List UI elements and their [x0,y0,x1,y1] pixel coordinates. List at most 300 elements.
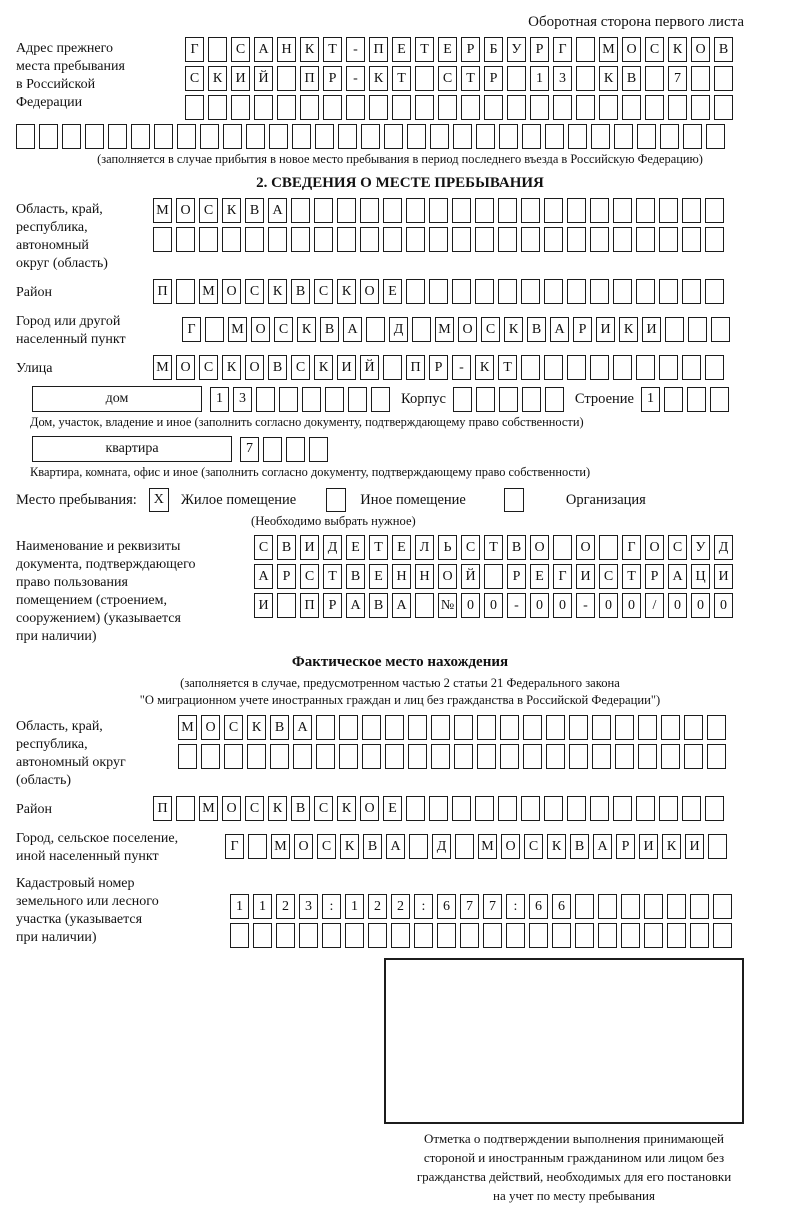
char-cell [247,744,266,769]
char-cell [498,227,517,252]
char-cell: В [363,834,382,859]
char-cell [636,279,655,304]
char-cell [362,744,381,769]
char-cell [360,198,379,223]
char-cell [690,923,709,948]
char-cell [545,124,564,149]
char-cell: П [300,593,319,618]
char-cell: С [524,834,543,859]
char-cell [598,894,617,919]
char-cell: Д [714,535,733,560]
char-cell [345,923,364,948]
actual-city-block [16,827,784,866]
char-cell [500,744,519,769]
char-cell: О [222,796,241,821]
char-cell [705,355,724,380]
char-cell: 0 [553,593,572,618]
char-cell: К [369,66,388,91]
char-cell [682,796,701,821]
label-line: земельного или лесного [16,894,159,909]
char-cell: П [406,355,425,380]
char-cell: Т [415,37,434,62]
char-cell: 2 [368,894,387,919]
char-cell: Е [392,535,411,560]
char-cell: В [277,535,296,560]
char-cell: Е [346,535,365,560]
char-cell: Е [383,796,402,821]
char-cell: С [599,564,618,589]
char-cell [199,227,218,252]
char-cell [429,227,448,252]
char-cell [39,124,58,149]
char-cell: К [300,37,319,62]
char-cell: № [438,593,457,618]
char-cell [406,227,425,252]
char-cell: О [622,37,641,62]
checkbox-inoe-pomeshchenie [326,488,346,512]
stay-type-row [16,488,784,512]
char-cell [337,198,356,223]
char-cell [665,317,684,342]
char-cell: И [337,355,356,380]
label-line: при наличии) [16,930,97,945]
section2-region-rows [153,198,728,252]
section2-city-label [16,310,182,349]
char-cell [661,715,680,740]
char-cell: 1 [210,387,229,412]
char-cell [455,834,474,859]
option-label-inoe: Иное помещение [360,491,466,508]
char-cell: 7 [460,894,479,919]
option-label-zhiloe: Жилое помещение [180,491,297,508]
char-cell: М [178,715,197,740]
char-cell [688,317,707,342]
char-cell [713,923,732,948]
char-cell [339,744,358,769]
char-cell [546,715,565,740]
char-cell [452,227,471,252]
char-cell [613,796,632,821]
section2-city-row [182,317,734,342]
char-cell: К [599,66,618,91]
char-cell [636,227,655,252]
char-cell: С [254,535,273,560]
char-cell [521,279,540,304]
char-cell [590,198,609,223]
char-cell: Т [498,355,517,380]
char-cell [591,124,610,149]
char-cell: Р [573,317,592,342]
label-line: республика, [16,220,88,235]
char-cell: С [274,317,293,342]
actual-region-row-1 [178,715,730,740]
char-cell: П [153,279,172,304]
char-cell: 2 [391,894,410,919]
char-cell: - [346,37,365,62]
char-cell [613,198,632,223]
char-cell: Е [530,564,549,589]
char-cell [521,355,540,380]
char-cell [705,198,724,223]
label-line: округ (область) [16,256,108,271]
char-cell [201,744,220,769]
char-cell [660,124,679,149]
char-cell [498,279,517,304]
char-cell [176,796,195,821]
prev-address-row-1 [185,37,737,62]
char-cell: А [668,564,687,589]
section2-street-label: Улица [16,361,53,376]
char-cell: М [228,317,247,342]
char-cell: К [337,796,356,821]
char-cell: Й [461,564,480,589]
char-cell: Б [484,37,503,62]
label-line: Наименование и реквизиты [16,539,181,554]
char-cell [523,715,542,740]
document-row-1 [254,535,737,560]
char-cell [498,796,517,821]
apartment-row [16,436,784,462]
char-cell: П [153,796,172,821]
char-cell: К [208,66,227,91]
char-cell: О [294,834,313,859]
char-cell [691,66,710,91]
char-cell: Р [530,37,549,62]
char-cell [475,279,494,304]
char-cell: 2 [276,894,295,919]
char-cell: О [176,355,195,380]
char-cell: А [293,715,312,740]
char-cell [254,95,273,120]
char-cell: Е [369,564,388,589]
char-cell [476,124,495,149]
char-cell [475,198,494,223]
char-cell [599,535,618,560]
char-cell: В [507,535,526,560]
char-cell: Т [622,564,641,589]
cadastre-rows [230,872,736,948]
char-cell [590,279,609,304]
char-cell [544,198,563,223]
actual-location-subtitle [16,675,784,709]
char-cell [431,715,450,740]
char-cell: 7 [668,66,687,91]
char-cell [315,124,334,149]
char-cell [477,744,496,769]
char-cell: - [507,593,526,618]
char-cell: И [300,535,319,560]
char-cell [530,95,549,120]
char-cell [409,834,428,859]
subtitle-line: (заполняется в случае, предусмотренном частью 2 статьи 21 Федерального закона [180,676,620,690]
char-cell [431,744,450,769]
char-cell [691,95,710,120]
char-cell: Г [622,535,641,560]
char-cell: 3 [233,387,252,412]
char-cell [568,124,587,149]
char-cell: В [270,715,289,740]
char-cell: О [201,715,220,740]
char-cell: С [291,355,310,380]
char-cell [338,124,357,149]
label-line: сооружением) (указывается [16,611,181,626]
char-cell [644,894,663,919]
char-cell [291,227,310,252]
char-cell: И [639,834,658,859]
char-cell: В [268,355,287,380]
char-cell [406,796,425,821]
char-cell [705,227,724,252]
char-cell [621,894,640,919]
section2-region-row-2 [153,227,728,252]
char-cell [279,387,298,412]
char-cell [592,744,611,769]
char-cell [521,796,540,821]
char-cell: - [452,355,471,380]
char-cell: К [547,834,566,859]
char-cell [713,894,732,919]
char-cell: И [576,564,595,589]
char-cell: 1 [530,66,549,91]
char-cell: Д [432,834,451,859]
house-row [16,386,784,412]
char-cell: М [199,279,218,304]
char-cell: Г [225,834,244,859]
section2-district-label: Район [16,285,52,300]
house-footnote: Дом, участок, владение и иное (заполнить согласно документу, подтверждающему право собственности) [30,415,584,429]
char-cell [521,227,540,252]
char-cell: В [622,66,641,91]
char-cell [154,124,173,149]
char-cell: К [314,355,333,380]
char-cell: В [369,593,388,618]
char-cell [314,198,333,223]
char-cell: В [320,317,339,342]
char-cell [368,923,387,948]
apartment-box: квартира [32,436,232,462]
char-cell: 0 [622,593,641,618]
document-row-3 [254,593,737,618]
section2-title: 2. СВЕДЕНИЯ О МЕСТЕ ПРЕБЫВАНИЯ [256,175,544,191]
char-cell [476,387,495,412]
section2-region-label [16,198,153,273]
char-cell [268,227,287,252]
char-cell: М [435,317,454,342]
label-line: (область) [16,773,72,788]
char-cell [461,95,480,120]
char-cell: К [297,317,316,342]
char-cell [391,923,410,948]
char-cell [383,227,402,252]
char-cell [208,95,227,120]
label-line: населенный пункт [16,332,126,347]
char-cell [521,198,540,223]
char-cell: А [550,317,569,342]
stroenie-cells [641,387,733,412]
char-cell: С [481,317,500,342]
char-cell: М [478,834,497,859]
char-cell: 3 [553,66,572,91]
char-cell [366,317,385,342]
char-cell [638,744,657,769]
label-line: право пользования [16,575,128,590]
char-cell: Ь [438,535,457,560]
actual-region-block [16,715,784,790]
prev-address-row-3 [185,95,737,120]
char-cell [429,796,448,821]
char-cell [452,198,471,223]
char-cell: И [714,564,733,589]
char-cell: М [153,355,172,380]
actual-district-block [16,796,784,821]
char-cell [575,923,594,948]
char-cell: 7 [240,437,259,462]
char-cell [299,923,318,948]
actual-region-rows [178,715,730,769]
subtitle-line: "О миграционном учете иностранных граждан и лиц без гражданства в Российской Федерации") [139,693,661,707]
char-cell [590,227,609,252]
char-cell: А [254,564,273,589]
char-cell: К [619,317,638,342]
char-cell: К [668,37,687,62]
char-cell [256,387,275,412]
char-cell: 0 [691,593,710,618]
char-cell [659,355,678,380]
char-cell: Р [461,37,480,62]
char-cell: 1 [641,387,660,412]
char-cell: 1 [230,894,249,919]
document-row-2 [254,564,737,589]
char-cell [500,715,519,740]
korpus-label: Корпус [401,390,446,407]
char-cell [644,923,663,948]
char-cell [667,894,686,919]
prev-address-cell-rows [185,37,737,120]
char-cell [452,796,471,821]
section2-street-row [153,355,728,380]
char-cell [383,355,402,380]
char-cell [638,715,657,740]
document-label [16,535,254,646]
char-cell [544,796,563,821]
label-line: автономный [16,238,89,253]
char-cell [62,124,81,149]
prev-address-row-4 [16,124,784,149]
char-cell: Р [323,66,342,91]
char-cell: А [268,198,287,223]
char-cell: И [642,317,661,342]
char-cell: С [300,564,319,589]
prev-address-footnote: (заполняется в случае прибытия в новое место пребывания в период последнего въезда в Российскую Федерацию) [97,152,703,166]
char-cell [253,923,272,948]
char-cell [567,198,586,223]
char-cell: К [662,834,681,859]
char-cell: : [506,894,525,919]
char-cell: К [222,355,241,380]
char-cell [499,124,518,149]
char-cell [415,593,434,618]
char-cell [664,387,683,412]
char-cell [369,95,388,120]
char-cell [569,715,588,740]
char-cell: У [507,37,526,62]
caption-line: на учет по месту пребывания [493,1188,655,1203]
char-cell [636,796,655,821]
char-cell [553,535,572,560]
char-cell [645,66,664,91]
char-cell [406,198,425,223]
char-cell: С [438,66,457,91]
label-line: в Российской [16,77,96,92]
char-cell: О [438,564,457,589]
char-cell [302,387,321,412]
char-cell [477,715,496,740]
char-cell [429,198,448,223]
label-line: места пребывания [16,59,125,74]
char-cell: 6 [437,894,456,919]
char-cell [684,744,703,769]
char-cell [429,279,448,304]
char-cell: 1 [253,894,272,919]
char-cell [178,744,197,769]
char-cell [682,227,701,252]
char-cell [208,37,227,62]
stay-type-label: Место пребывания: [16,491,137,508]
char-cell [613,355,632,380]
char-cell [131,124,150,149]
char-cell [346,95,365,120]
char-cell [430,124,449,149]
stamp-box [384,958,744,1124]
char-cell [529,923,548,948]
char-cell: М [199,796,218,821]
label-line: иной населенный пункт [16,849,159,864]
char-cell [614,124,633,149]
char-cell [714,66,733,91]
actual-region-label [16,715,178,790]
char-cell: С [224,715,243,740]
char-cell: : [414,894,433,919]
char-cell [200,124,219,149]
char-cell: Р [429,355,448,380]
char-cell: Т [323,37,342,62]
char-cell: Т [369,535,388,560]
char-cell [277,66,296,91]
char-cell [286,437,305,462]
prev-address-label [16,37,185,112]
char-cell: К [475,355,494,380]
label-line: Адрес прежнего [16,41,113,56]
char-cell [590,355,609,380]
char-cell: Й [254,66,273,91]
char-cell [246,124,265,149]
char-cell [314,227,333,252]
korpus-cells [453,387,568,412]
char-cell: Е [383,279,402,304]
char-cell [552,923,571,948]
char-cell: 6 [529,894,548,919]
char-cell [567,796,586,821]
char-cell [245,227,264,252]
char-cell: О [360,796,379,821]
char-cell [592,715,611,740]
char-cell [263,437,282,462]
char-cell: Г [553,37,572,62]
char-cell [622,95,641,120]
char-cell: П [369,37,388,62]
cadastre-row-2 [230,923,736,948]
char-cell: К [337,279,356,304]
